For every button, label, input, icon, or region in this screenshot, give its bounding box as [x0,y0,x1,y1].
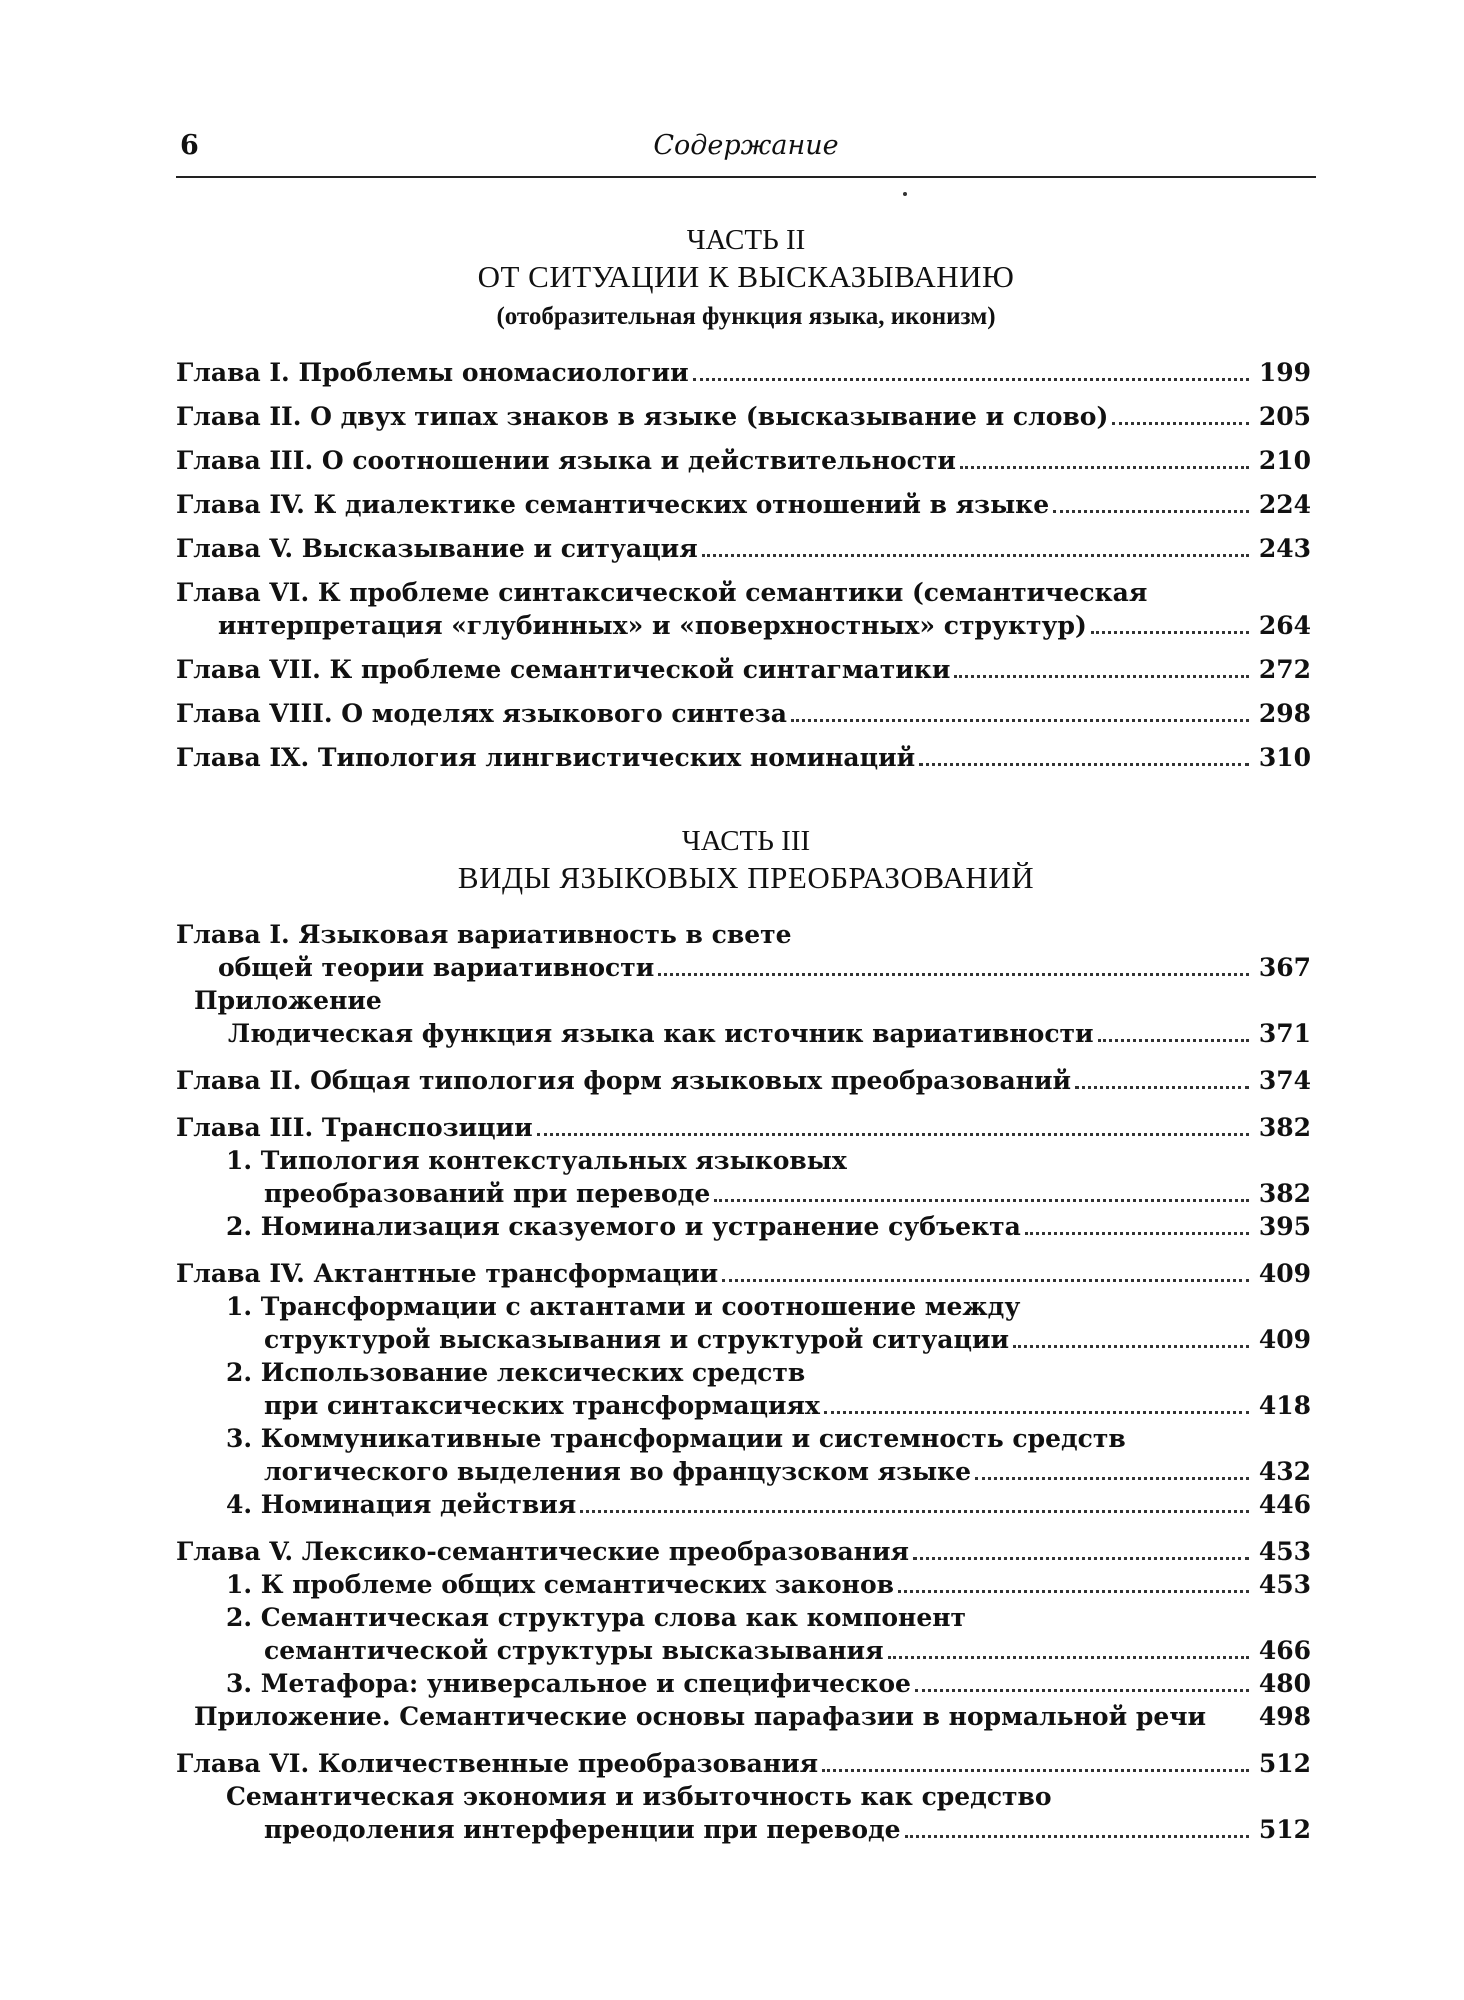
page-ref: 409 [1258,1259,1311,1288]
page-ref: 224 [1258,490,1311,519]
toc-entry[interactable]: Глава I. Проблемы ономасиологии 199 [176,358,1311,387]
toc-chapter[interactable]: Глава I. Языковая вариативность в свете общей теории вариативности 367 Приложение Людическая функция языка как источник вариативности 371 [176,920,1311,1048]
page-ref: 418 [1258,1391,1311,1420]
part-3-title: ВИДЫ ЯЗЫКОВЫХ ПРЕОБРАЗОВАНИЙ [457,860,1035,895]
page-ref: 432 [1258,1457,1311,1486]
page-ref: 298 [1258,699,1311,728]
toc-entry[interactable]: Глава VII. К проблеме семантической синтагматики 272 [176,655,1311,684]
page-ref: 210 [1258,446,1311,475]
toc-chapter[interactable]: Глава V. Лексико-семантические преобразования 453 1. К проблеме общих семантических законов 453 2. Семантическая структура слова как компонент семантической структуры высказывания 466 3. Метафора: универсальное и специфическое 480 Приложение. Семантические основы парафазии в нормальной речи 498 [176,1537,1311,1731]
page-header [176,130,1316,170]
toc-chapter[interactable]: Глава VI. Количественные преобразования 512 Семантическая экономия и избыточность как средство преодоления интерференции при переводе 512 [176,1749,1311,1844]
page-ref: 512 [1258,1815,1311,1844]
page-ref: 367 [1258,953,1311,982]
running-title: Содержание [653,130,839,161]
toc-entry[interactable]: Глава IV. К диалектике семантических отношений в языке 224 [176,490,1311,519]
page-ref: 264 [1258,611,1311,640]
toc-entry[interactable]: Глава II. О двух типах знаков в языке (высказывание и слово) 205 [176,402,1311,431]
part-3-toc [176,918,1311,1846]
part-2-heading [176,222,1316,338]
page-ref: 205 [1258,402,1311,431]
part-3-heading [176,823,1316,897]
header-rule [176,176,1316,178]
page-ref: 310 [1258,743,1311,772]
page-ref: 446 [1258,1490,1311,1519]
toc-chapter[interactable]: Глава IV. Актантные трансформации 409 1. Трансформации с актантами и соотношение между структурой высказывания и структурой ситуации 409 2. Использование лексических средств при синтаксических трансформациях 418 3. Коммуникативные трансформации и системность средств логического выделения во французском языке 432 4. Номинация действия 446 [176,1259,1311,1519]
page-ref: 272 [1258,655,1311,684]
page-ref: 199 [1258,358,1311,387]
page-ref: 243 [1258,534,1311,563]
part-3-number: ЧАСТЬ III [681,825,811,857]
page-ref: 453 [1258,1570,1311,1599]
part-2-subtitle: (отобразительная функция языка, иконизм) [496,303,996,330]
part-2-number: ЧАСТЬ II [686,224,806,256]
toc-entry[interactable]: Глава III. О соотношении языка и действительности 210 [176,446,1311,475]
page-number: 6 [180,130,199,161]
page-ref: 466 [1258,1636,1311,1665]
page-ref: 395 [1258,1212,1311,1241]
page-ref: 382 [1258,1179,1311,1208]
toc-entry-multiline[interactable]: Глава VI. К проблеме синтаксической семантики (семантическая интерпретация «глубинных» и «поверхностных» структур) 264 [176,578,1311,640]
page-ref: 453 [1258,1537,1311,1566]
page-ref: 498 [1258,1702,1311,1731]
toc-entry[interactable]: Глава V. Высказывание и ситуация 243 [176,534,1311,563]
page-ref: 374 [1258,1066,1311,1095]
page-ref: 371 [1258,1019,1311,1048]
page-ref: 382 [1258,1113,1311,1142]
part-2-toc [176,356,1311,785]
toc-chapter[interactable]: Глава III. Транспозиции 382 1. Типология контекстуальных языковых преобразований при переводе 382 2. Номинализация сказуемого и устранение субъекта 395 [176,1113,1311,1241]
toc-entry[interactable]: Глава VIII. О моделях языкового синтеза 298 [176,699,1311,728]
print-speck [903,192,907,196]
page-ref: 512 [1258,1749,1311,1778]
toc-chapter[interactable]: Глава II. Общая типология форм языковых преобразований 374 [176,1066,1311,1095]
page-ref: 480 [1258,1669,1311,1698]
toc-entry[interactable]: Глава IX. Типология лингвистических номинаций 310 [176,743,1311,772]
page-ref: 409 [1258,1325,1311,1354]
part-2-title: ОТ СИТУАЦИИ К ВЫСКАЗЫВАНИЮ [477,259,1015,294]
